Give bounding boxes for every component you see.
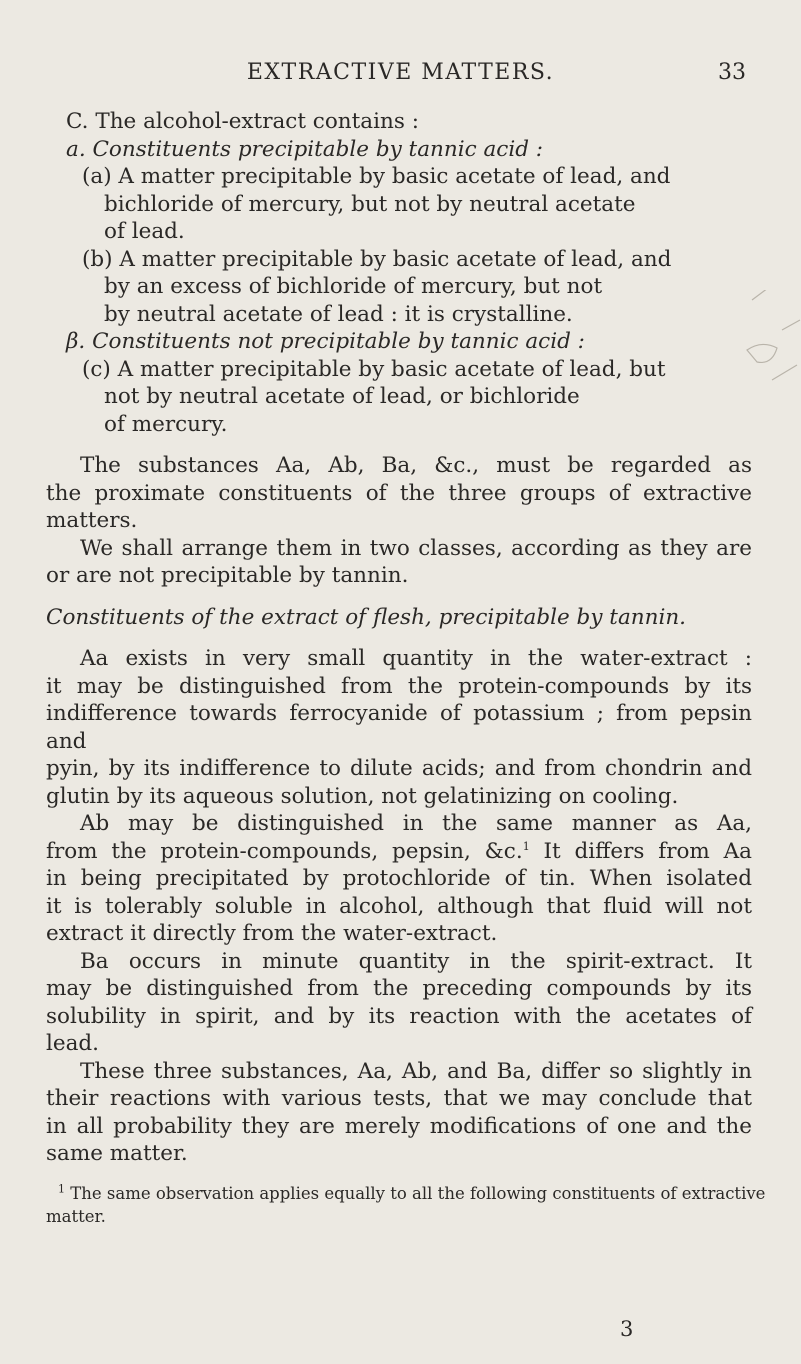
text-line: (a) A matter precipitable by basic acetate of lead, and (82, 164, 671, 189)
text-line: The substances Aa, Ab, Ba, &c., must be regarded as (80, 453, 752, 478)
text-line: of lead. (104, 219, 185, 244)
footnote-ref: 1 (522, 839, 530, 853)
text-line: in being precipitated by protochloride of tin. When isolated (46, 866, 752, 891)
section-heading (46, 604, 752, 632)
running-header: EXTRACTIVE MATTERS. (246, 60, 555, 85)
text-line: Ab may be distinguished in the same manner as Aa, (80, 811, 752, 836)
text-line (46, 838, 752, 866)
text-line: by an excess of bichloride of mercury, but not (104, 274, 603, 299)
footnote-marker: 1 (58, 1182, 65, 1195)
text-fragment: from the protein-compounds, pepsin, &c. (46, 838, 523, 864)
text-line: We shall arrange them in two classes, according as they are (80, 535, 752, 561)
text-line: Aa exists in very small quantity in the water-extract : (80, 646, 752, 671)
text-line: bichloride of mercury, but not by neutral acetate (104, 191, 636, 217)
text-line: matters. (46, 508, 138, 533)
footnote-line (46, 1182, 766, 1205)
text-line: Ba occurs in minute quantity in the spirit-extract. It (80, 948, 752, 974)
footnote (46, 1182, 766, 1228)
text-line: it is tolerably soluble in alcohol, although that fluid will not (46, 893, 752, 919)
text-line: extract it directly from the water-extract. (46, 921, 498, 946)
text-line: glutin by its aqueous solution, not gelatinizing on cooling. (46, 783, 679, 809)
text-line (46, 328, 752, 356)
text-line (46, 136, 752, 164)
text-line: may be distinguished from the preceding compounds by its (46, 976, 752, 1001)
text-line: (c) A matter precipitable by basic acetate of lead, but (82, 356, 666, 382)
footnote-line: matter. (46, 1206, 106, 1226)
text-line: lead. (46, 1031, 100, 1056)
page-body (46, 108, 766, 1228)
page-number: 33 (718, 60, 746, 85)
text-line: indifference towards ferrocyanide of potassium ; from pepsin and (46, 701, 752, 754)
text-line: or are not precipitable by tannin. (46, 563, 409, 588)
text-line: same matter. (46, 1141, 188, 1166)
text-line: their reactions with various tests, that we may conclude that (46, 1086, 752, 1111)
text-line: These three substances, Aa, Ab, and Ba, differ so slightly in (80, 1058, 752, 1084)
text-line: C. The alcohol-extract contains : (66, 109, 419, 134)
bleed-through-mark-icon (742, 290, 801, 410)
subheading-a: a. Constituents precipitable by tannic acid : (66, 136, 544, 162)
text-line: (b) A matter precipitable by basic acetate of lead, and (82, 246, 672, 272)
text-line: by neutral acetate of lead : it is crystalline. (104, 301, 573, 327)
section-heading-text: Constituents of the extract of flesh, precipitable by tannin. (46, 604, 687, 630)
signature-mark: 3 (620, 1317, 634, 1341)
subheading-beta: β. Constituents not precipitable by tannic acid : (66, 329, 585, 354)
footnote-text: The same observation applies equally to all the following constituents of extractive (65, 1183, 766, 1203)
text-line: of mercury. (104, 411, 228, 437)
text-fragment: It differs from Aa (529, 838, 752, 864)
text-line: not by neutral acetate of lead, or bichloride (104, 384, 580, 409)
text-line: it may be distinguished from the protein-compounds by its (46, 673, 752, 699)
text-line: the proximate constituents of the three groups of extractive (46, 480, 752, 506)
text-line: pyin, by its indifference to dilute acids; and from chondrin and (46, 756, 752, 781)
text-line: in all probability they are merely modifications of one and the (46, 1113, 752, 1139)
text-line: solubility in spirit, and by its reaction with the acetates of (46, 1003, 752, 1029)
